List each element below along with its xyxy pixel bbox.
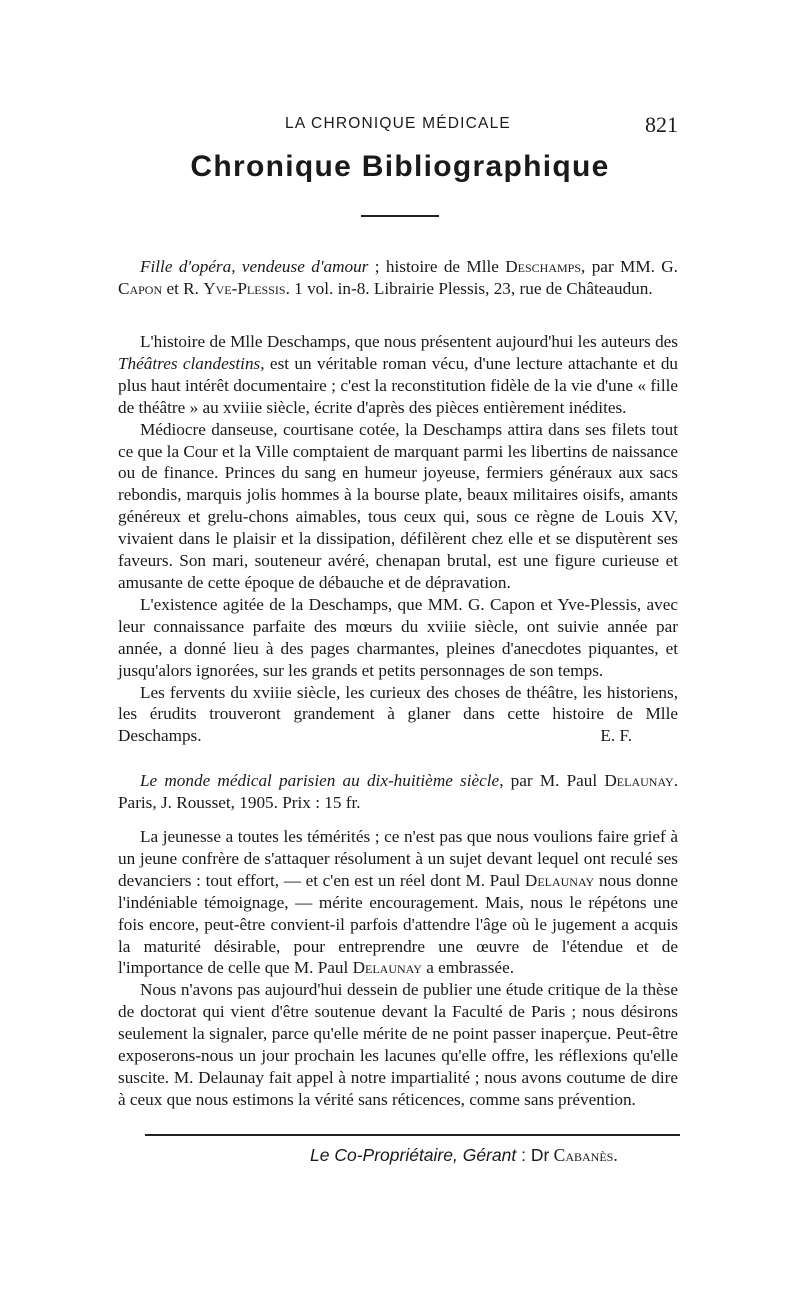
review-2-body: [118, 826, 678, 1111]
paragraph-text: La jeunesse a toutes les témérités ; ce n'est pas que nous voulions faire grief à un jeune confrère de s'attaquer résolument à un sujet devant lequel ont reculé ses devanciers : tout effort, — et c'en est un réel dont M. Paul: [118, 827, 678, 890]
review-1: [118, 256, 678, 300]
paragraph-text: , est un véritable roman vécu, d'une lecture attachante et du plus haut intérêt documentaire ; c'est la reconstitution fidèle de la vie d'une « fille de théâtre » au xviiie siècle, écrite d'après des pièces entièrement inédites.: [118, 353, 679, 417]
ref-text: . Paris, J. Rousset, 1905. Prix : 15 fr.: [118, 771, 678, 812]
ref-text: et R.: [162, 278, 204, 298]
footer-rule: [145, 1134, 680, 1136]
review-2-paragraph: [118, 826, 678, 979]
paragraph-text: Les fervents du xviiie siècle, les curieux des choses de théâtre, les historiens, les érudits trouveront grandement à glaner dans cette histoire de Mlle Deschamps.: [118, 682, 678, 746]
footer-label: Le Co-Propriétaire, Gérant: [310, 1145, 517, 1165]
footer-sep: :: [516, 1145, 531, 1165]
footer-name: Cabanès.: [549, 1145, 618, 1165]
review-1-book-title: Fille d'opéra, vendeuse d'amour: [140, 257, 369, 276]
review-1-paragraph: [118, 331, 678, 419]
paragraph-text: a embrassée.: [421, 958, 514, 978]
page-number: 821: [645, 112, 678, 137]
review-2-reference: [118, 770, 678, 814]
ref-text: Mlle: [466, 257, 499, 276]
review-1-body: [118, 331, 678, 747]
ref-author: Delaunay: [604, 771, 674, 790]
paragraph-text: L'histoire de Mlle Deschamps, que nous présentent aujourd'hui les auteurs des: [140, 332, 678, 351]
running-header: [118, 112, 678, 140]
ref-text: ; histoire de: [368, 257, 467, 276]
review-1-paragraph: [118, 682, 678, 748]
ref-text: , par M. Paul: [499, 771, 605, 790]
footer-imprint: [310, 1145, 680, 1166]
ref-text: , par MM. G.: [581, 257, 678, 276]
ref-author: Delaunay: [352, 958, 422, 978]
review-1-paragraph: L'existence agitée de la Deschamps, que MM. G. Capon et Yve-Plessis, avec leur connaissance parfaite des mœurs du xviiie siècle, ont suivie année par année, a donné lieu à des pages charmantes, pleines d'anecdotes piquantes, et jusqu'alors ignorées, sur les grands et petits personnages de son temps.: [118, 594, 678, 680]
footer-title: Dr: [530, 1145, 550, 1165]
review-2-paragraph: Nous n'avons pas aujourd'hui dessein de publier une étude critique de la thèse de doctorat qui vient d'être soutenue devant la Faculté de Paris ; nous désirons seulement la signaler, parce qu'elle mérite de ne point passer inaperçue. Peut-être exposerons-nous un jour prochain les lacunes qu'elle offre, les réflexions qu'elle suscite. M. Delaunay fait appel à notre impartialité ; nous avons coutume de dire à ceux que nous estimons la vérité sans réticences, comme sans prévention.: [118, 980, 678, 1109]
ref-author: Deschamps: [498, 257, 582, 276]
review-1-signature: E. F.: [600, 726, 632, 746]
ref-author: Delaunay: [524, 870, 595, 890]
title-rule: [361, 215, 439, 217]
ref-text: . 1 vol. in-8. Librairie Plessis, 23, rue de Châteaudun.: [285, 278, 653, 298]
review-2-book-title: Le monde médical parisien au dix-huitième siècle: [140, 771, 500, 790]
ref-author: Capon: [118, 278, 163, 298]
review-1-reference: [118, 256, 678, 300]
section-title: Chronique Bibliographique: [190, 150, 610, 183]
paragraph-text: nous donne l'indéniable témoignage, — mérite encouragement. Mais, nous le répétons une fois encore, peut-être convient-il parfois d'attendre l'âge où le jugement a acquis la maturité désirable, pour entreprendre une œuvre de l'étendue et de l'importance de celle que M. Paul: [118, 870, 678, 978]
running-title: LA CHRONIQUE MÉDICALE: [285, 115, 511, 132]
review-1-paragraph: Médiocre danseuse, courtisane cotée, la Deschamps attira dans ses filets tout ce que la Cour et la Ville comptaient de marquant parmi les libertins de naissance ou de finance. Princes du sang en humeur joyeuse, fermiers généraux aux sacs rebondis, marquis jolis hommes à la bourse plate, beaux militaires oisifs, amants généreux et grelu-chons aimables, tous ceux qui, sous ce règne de Louis XV, vivaient dans le plaisir et la dissipation, défilèrent chez elle et se disputèrent ses faveurs. Son mari, souteneur avéré, chenapan brutal, est une figure curieuse et amusante de cette époque de débauche et de dépravation.: [118, 419, 678, 592]
review-2: [118, 770, 678, 814]
cited-title: Théâtres clandestins: [118, 353, 261, 373]
ref-author: Yve-Plessis: [203, 278, 286, 298]
